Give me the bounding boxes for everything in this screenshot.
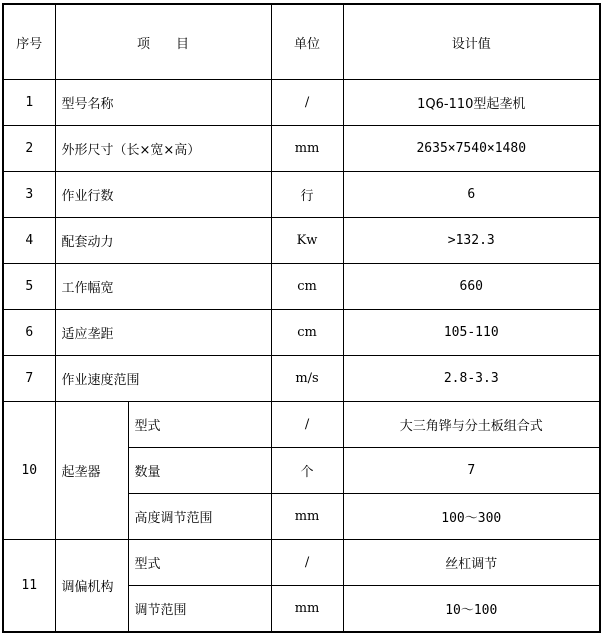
subrow-item: 型式 [128, 540, 271, 586]
row-unit: mm [271, 126, 343, 172]
subrow-unit: / [271, 402, 343, 448]
table-row [3, 540, 600, 586]
row-index: 6 [3, 310, 55, 356]
row-index: 5 [3, 264, 55, 310]
header-value: 设计值 [343, 4, 600, 80]
subrow-item: 高度调节范围 [128, 494, 271, 540]
subrow-unit: mm [271, 586, 343, 633]
row-value: 1Q6-110型起垄机 [343, 80, 600, 126]
group-index: 10 [3, 402, 55, 540]
table-row [3, 126, 600, 172]
header-unit: 单位 [271, 4, 343, 80]
table-row [3, 356, 600, 402]
table-row [3, 264, 600, 310]
row-item: 外形尺寸（长×宽×高） [55, 126, 271, 172]
header-row [3, 4, 600, 80]
subrow-unit: mm [271, 494, 343, 540]
row-unit: 行 [271, 172, 343, 218]
table-row [3, 80, 600, 126]
subrow-unit: / [271, 540, 343, 586]
row-item: 适应垄距 [55, 310, 271, 356]
table-row [3, 310, 600, 356]
subrow-value: 10～100 [343, 586, 600, 633]
row-value: 105-110 [343, 310, 600, 356]
subrow-item: 型式 [128, 402, 271, 448]
row-item: 工作幅宽 [55, 264, 271, 310]
row-value: 2635×7540×1480 [343, 126, 600, 172]
header-index: 序号 [3, 4, 55, 80]
spec-table [2, 3, 601, 633]
group-index: 11 [3, 540, 55, 633]
subrow-item: 数量 [128, 448, 271, 494]
subrow-item: 调节范围 [128, 586, 271, 633]
row-index: 4 [3, 218, 55, 264]
row-value: 2.8-3.3 [343, 356, 600, 402]
row-value: 6 [343, 172, 600, 218]
row-unit: cm [271, 264, 343, 310]
table-row [3, 218, 600, 264]
row-value: 660 [343, 264, 600, 310]
table-row [3, 172, 600, 218]
subrow-value: 100～300 [343, 494, 600, 540]
row-index: 1 [3, 80, 55, 126]
row-index: 3 [3, 172, 55, 218]
row-item: 作业速度范围 [55, 356, 271, 402]
group-item: 调偏机构 [55, 540, 128, 633]
row-item: 配套动力 [55, 218, 271, 264]
row-item: 型号名称 [55, 80, 271, 126]
subrow-value: 7 [343, 448, 600, 494]
row-value: >132.3 [343, 218, 600, 264]
header-item: 项 目 [55, 4, 271, 80]
row-unit: cm [271, 310, 343, 356]
subrow-value: 大三角铧与分土板组合式 [343, 402, 600, 448]
subrow-value: 丝杠调节 [343, 540, 600, 586]
row-index: 2 [3, 126, 55, 172]
subrow-unit: 个 [271, 448, 343, 494]
row-item: 作业行数 [55, 172, 271, 218]
group-item: 起垄器 [55, 402, 128, 540]
row-index: 7 [3, 356, 55, 402]
row-unit: m/s [271, 356, 343, 402]
row-unit: / [271, 80, 343, 126]
table-row [3, 402, 600, 448]
row-unit: Kw [271, 218, 343, 264]
